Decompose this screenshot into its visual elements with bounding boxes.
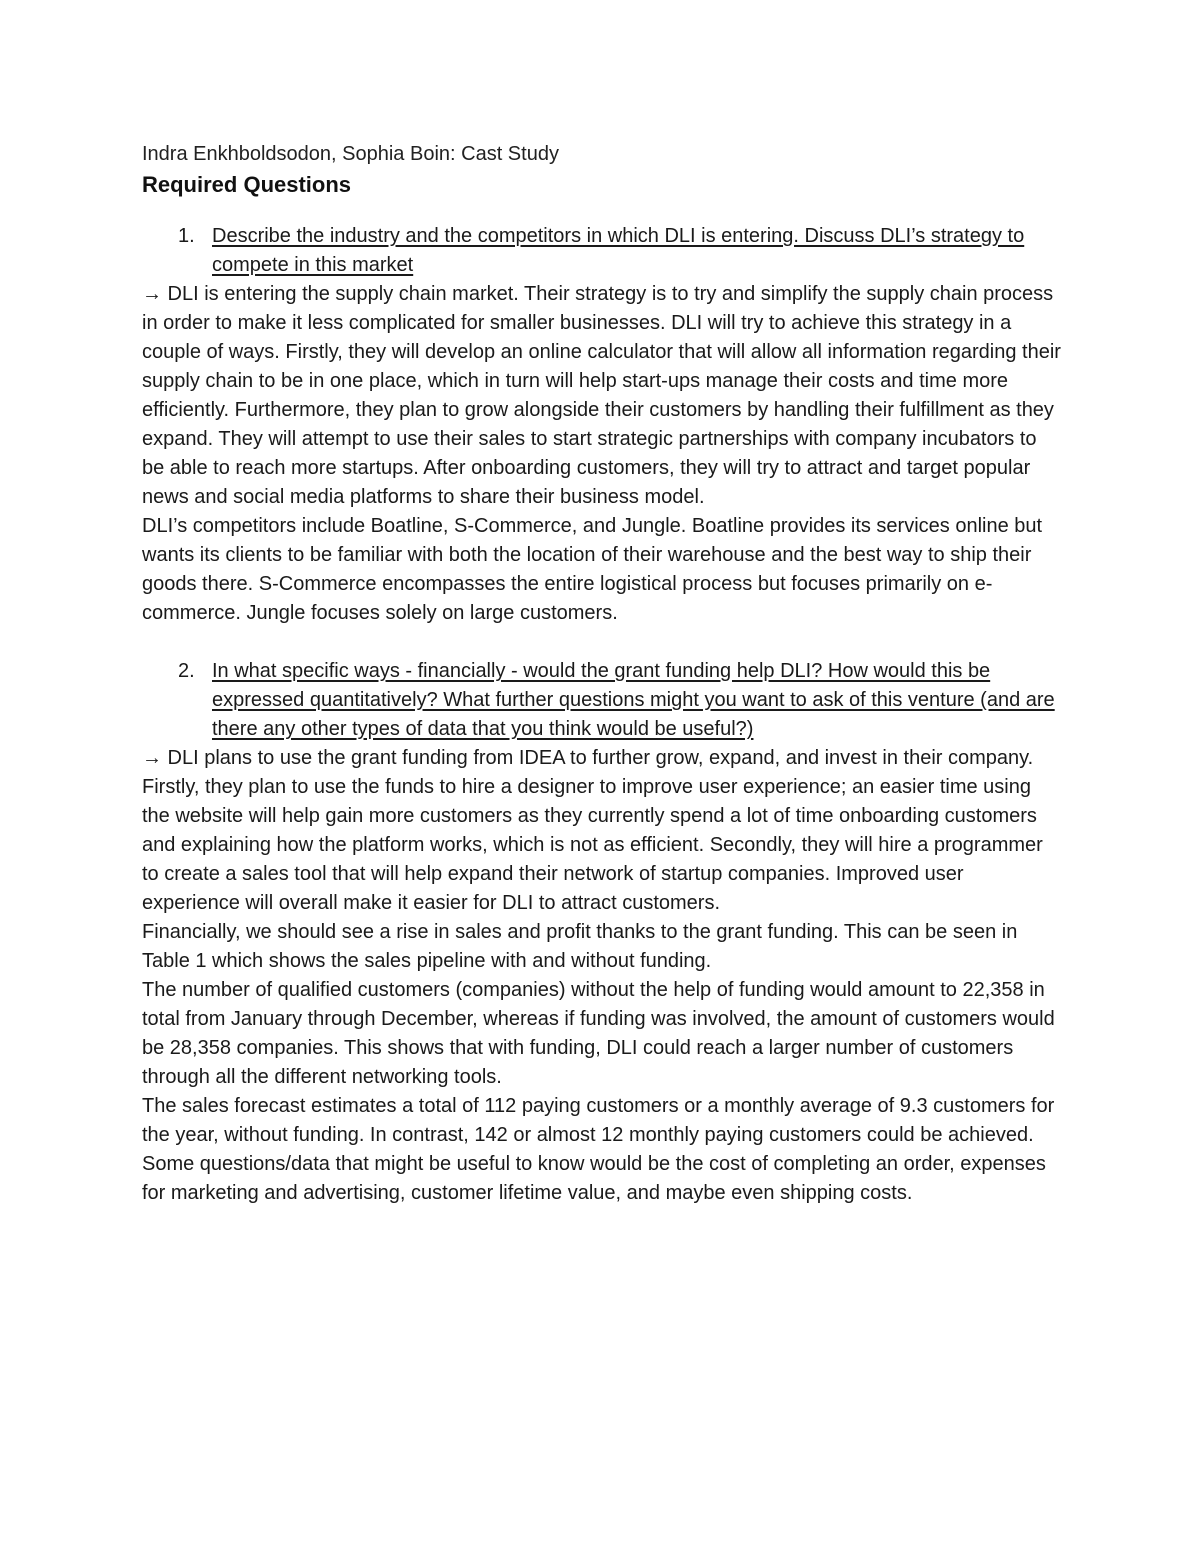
question-1 bbox=[142, 222, 1062, 280]
answer-paragraph: DLI’s competitors include Boatline, S-Commerce, and Jungle. Boatline provides its services online but wants its clients to be familiar with both the location of their warehouse and the best way to ship their goods there. S-Commerce encompasses the entire logistical process but focuses primarily on e-commerce. Jungle focuses solely on large customers. bbox=[142, 515, 1043, 624]
answer-paragraph: → DLI is entering the supply chain market. Their strategy is to try and simplify the supply chain process in order to make it less complicated for smaller businesses. DLI will try to achieve this strategy in a couple of ways. Firstly, they will develop an online calculator that will allow all information regarding their supply chain to be in one place, which in turn will help start-ups manage their costs and time more efficiently. Furthermore, they plan to grow alongside their customers by handling their fulfillment as they expand. They will attempt to use their sales to start strategic partnerships with company incubators to be able to reach more startups. After onboarding customers, they will try to attract and target popular news and social media platforms to share their business model. bbox=[142, 283, 1061, 508]
answer-paragraph: Some questions/data that might be useful to know would be the cost of completing an order, expenses for marketing and advertising, customer lifetime value, and maybe even shipping costs. bbox=[142, 1153, 1046, 1204]
question-block-2 bbox=[142, 657, 1062, 1208]
question-prompt: In what specific ways - financially - would the grant funding help DLI? How would this be expressed quantitatively? What further questions might you want to ask of this venture (and are there any other types of data that you think would be useful?) bbox=[212, 660, 1055, 740]
question-2 bbox=[142, 657, 1062, 744]
paragraph-spacer bbox=[142, 628, 1062, 657]
section-heading: Required Questions bbox=[142, 172, 352, 197]
answer-paragraph: → DLI plans to use the grant funding from IDEA to further grow, expand, and invest in their company. Firstly, they plan to use the funds to hire a designer to improve user experience; an easier time using the website will help gain more customers as they currently spend a lot of time onboarding customers and explaining how the platform works, which is not as efficient. Secondly, they will hire a programmer to create a sales tool that will help expand their network of startup companies. Improved user experience will overall make it easier for DLI to attract customers. bbox=[142, 747, 1043, 914]
answer-paragraph: The number of qualified customers (companies) without the help of funding would amount to 22,358 in total from January through December, whereas if funding was involved, the amount of customers would be 28,358 companies. This shows that with funding, DLI could reach a larger number of customers through all the different networking tools. bbox=[142, 979, 1055, 1088]
question-number: 2. bbox=[178, 660, 195, 682]
answer-paragraph: Financially, we should see a rise in sales and profit thanks to the grant funding. This can be seen in Table 1 which shows the sales pipeline with and without funding. bbox=[142, 921, 1018, 972]
answer-paragraph: The sales forecast estimates a total of 112 paying customers or a monthly average of 9.3 customers for the year, without funding. In contrast, 142 or almost 12 monthly paying customers could be achieved. bbox=[142, 1095, 1055, 1146]
question-number: 1. bbox=[178, 225, 195, 247]
question-prompt: Describe the industry and the competitors in which DLI is entering. Discuss DLI’s strategy to compete in this market bbox=[212, 225, 1025, 276]
document-title: Indra Enkhboldsodon, Sophia Boin: Cast Study bbox=[142, 143, 559, 165]
question-block-1 bbox=[142, 222, 1062, 628]
document-page bbox=[142, 140, 1062, 1208]
